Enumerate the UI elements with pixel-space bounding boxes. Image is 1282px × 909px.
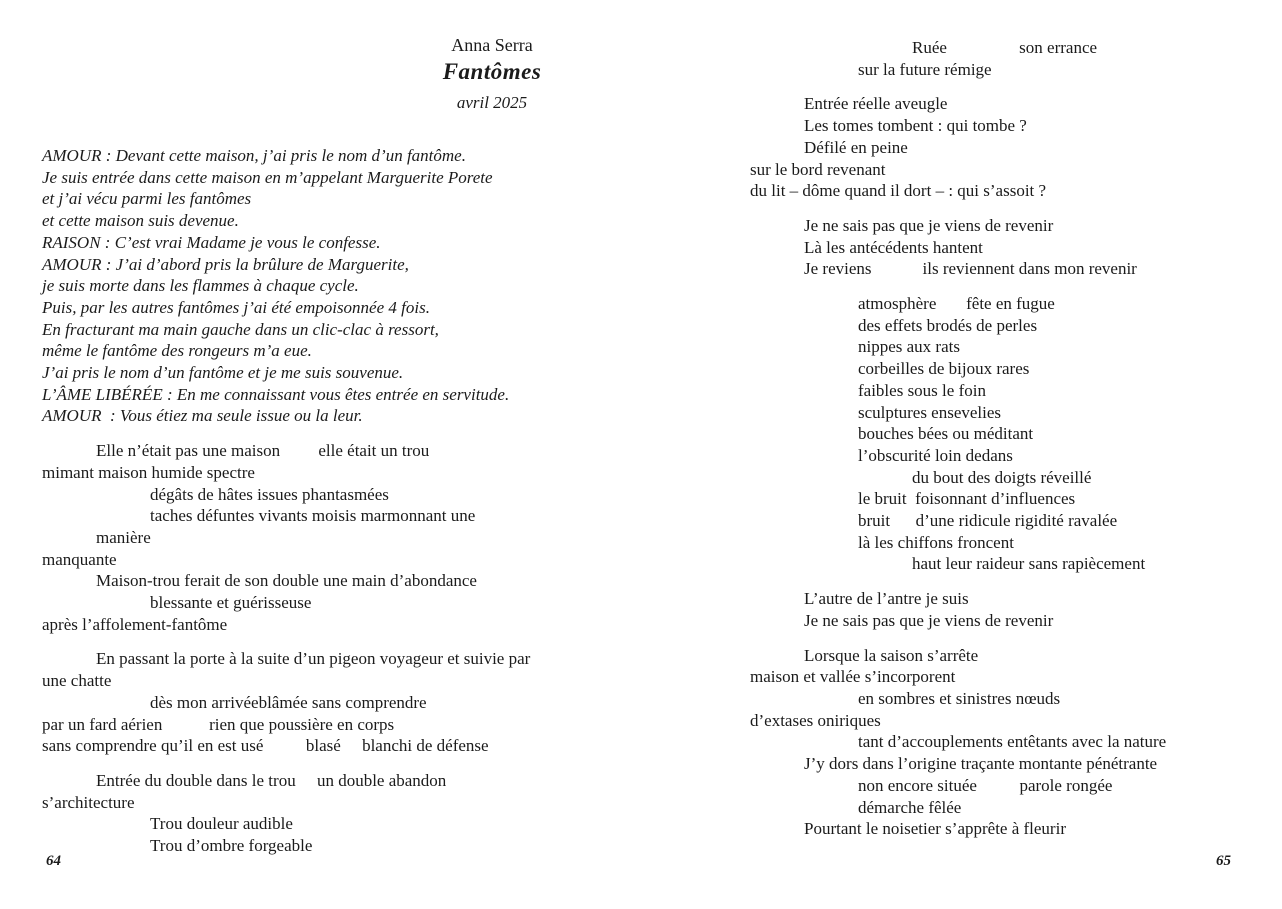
poem-line: manquante	[42, 549, 117, 569]
poem-line: blessante et guérisseuse	[150, 593, 312, 613]
poem-line: En fracturant ma main gauche dans un clic-clac à ressort,	[42, 319, 439, 339]
poem-header	[377, 34, 607, 114]
poem-title: Fantômes	[442, 59, 542, 84]
poem-line: d’extases oniriques	[750, 710, 881, 730]
poem-line: s’architecture	[42, 792, 135, 812]
poem-line: et cette maison suis devenue.	[42, 211, 239, 231]
left-page-poem	[42, 145, 602, 857]
poem-line: Lorsque la saison s’arrête	[804, 645, 979, 665]
poem-line: par un fard aérien rien que poussière en corps	[42, 714, 395, 734]
page-number-left: 64	[46, 853, 61, 869]
poem-line: atmosphère fête en fugue	[858, 294, 1055, 314]
poem-line: après l’affolement-fantôme	[42, 614, 228, 634]
poem-line: là les chiffons froncent	[858, 532, 1014, 552]
poem-line: En passant la porte à la suite d’un pigeon voyageur et suivie par	[96, 649, 531, 669]
poem-line: Entrée du double dans le trou un double abandon	[96, 770, 447, 790]
poem-line: Entrée réelle aveugle	[804, 94, 948, 114]
poem-line: dès mon arrivéeblâmée sans comprendre	[150, 692, 427, 712]
poem-line: Je suis entrée dans cette maison en m’appelant Marguerite Porete	[42, 167, 493, 187]
stanza	[750, 588, 1210, 631]
poem-line: du bout des doigts réveillé	[912, 467, 1092, 487]
poem-line: dégâts de hâtes issues phantasmées	[150, 484, 389, 504]
poem-line: et j’ai vécu parmi les fantômes	[42, 189, 252, 209]
poem-line: nippes aux rats	[858, 337, 960, 357]
poem-line: sur le bord revenant	[750, 159, 886, 179]
poem-line: Trou d’ombre forgeable	[150, 836, 313, 856]
stanza	[42, 770, 602, 857]
poem-line: Je ne sais pas que je viens de revenir	[804, 215, 1054, 235]
poem-line: en sombres et sinistres nœuds	[858, 688, 1061, 708]
poem-line: même le fantôme des rongeurs m’a eue.	[42, 341, 312, 361]
poem-line: corbeilles de bijoux rares	[858, 359, 1030, 379]
poem-line: une chatte	[42, 671, 112, 691]
poem-line: Défilé en peine	[804, 137, 908, 157]
poem-line: Ruée son errance	[912, 38, 1098, 57]
poem-line: démarche fêlée	[858, 797, 962, 817]
poem-line: J’y dors dans l’origine traçante montante pénétrante	[804, 754, 1158, 774]
poem-line: je suis morte dans les flammes à chaque cycle.	[42, 276, 359, 296]
right-page	[641, 0, 1282, 909]
poem-line: le bruit foisonnant d’influences	[858, 489, 1076, 509]
poem-line: faibles sous le foin	[858, 380, 986, 400]
poem-line: Les tomes tombent : qui tombe ?	[804, 116, 1027, 136]
poem-line: des effets brodés de perles	[858, 315, 1038, 335]
right-page-poem	[750, 37, 1210, 840]
stanza	[750, 645, 1210, 840]
poem-line: Je ne sais pas que je viens de revenir	[804, 610, 1054, 630]
poem-line: du lit – dôme quand il dort – : qui s’assoit ?	[750, 181, 1047, 201]
poem-line: sans comprendre qu’il en est usé blasé blanchi de défense	[42, 736, 489, 756]
poem-line: l’obscurité loin dedans	[858, 445, 1013, 465]
poem-line: Elle n’était pas une maison elle était un trou	[96, 441, 430, 461]
poem-line: sculptures ensevelies	[858, 402, 1002, 422]
poem-line: bouches bées ou méditant	[858, 424, 1034, 444]
stanza	[42, 145, 602, 427]
poem-line: L’autre de l’antre je suis	[804, 589, 969, 609]
poem-line: sur la future rémige	[858, 59, 992, 79]
poem-line: maison et vallée s’incorporent	[750, 667, 956, 687]
poem-line: RAISON : C’est vrai Madame je vous le confesse.	[42, 232, 381, 252]
poem-line: J’ai pris le nom d’un fantôme et je me suis souvenue.	[42, 363, 404, 383]
stanza	[750, 93, 1210, 202]
poem-line: haut leur raideur sans rapiècement	[912, 554, 1146, 574]
poem-line: AMOUR : Vous étiez ma seule issue ou la leur.	[42, 406, 363, 426]
poem-line: bruit d’une ridicule rigidité ravalée	[858, 511, 1118, 531]
poem-line: Pourtant le noisetier s’apprête à fleurir	[804, 819, 1066, 839]
poem-line: AMOUR : J’ai d’abord pris la brûlure de Marguerite,	[42, 254, 409, 274]
stanza	[750, 215, 1210, 280]
poem-line: manière	[96, 527, 151, 547]
poem-line: Maison-trou ferait de son double une main d’abondance	[96, 571, 477, 591]
stanza	[750, 37, 1210, 80]
poem-line: tant d’accouplements entêtants avec la nature	[858, 732, 1167, 752]
poem-line: Je reviens ils reviennent dans mon revenir	[804, 259, 1137, 279]
poem-line: L’ÂME LIBÉRÉE : En me connaissant vous êtes entrée en servitude.	[42, 384, 510, 404]
poem-line: AMOUR : Devant cette maison, j’ai pris le nom d’un fantôme.	[42, 146, 466, 165]
poem-line: non encore située parole rongée	[858, 775, 1113, 795]
poem-date: avril 2025	[456, 93, 528, 112]
poem-line: mimant maison humide spectre	[42, 462, 255, 482]
poem-line: Puis, par les autres fantômes j’ai été empoisonnée 4 fois.	[42, 297, 430, 317]
poem-line: Trou douleur audible	[150, 814, 293, 834]
poem-author: Anna Serra	[451, 35, 533, 55]
poem-line: taches défuntes vivants moisis marmonnant une	[150, 506, 476, 526]
page-number-right: 65	[1216, 853, 1231, 869]
stanza	[42, 648, 602, 757]
stanza	[42, 440, 602, 635]
poem-line: Là les antécédents hantent	[804, 237, 983, 257]
stanza	[750, 293, 1210, 575]
